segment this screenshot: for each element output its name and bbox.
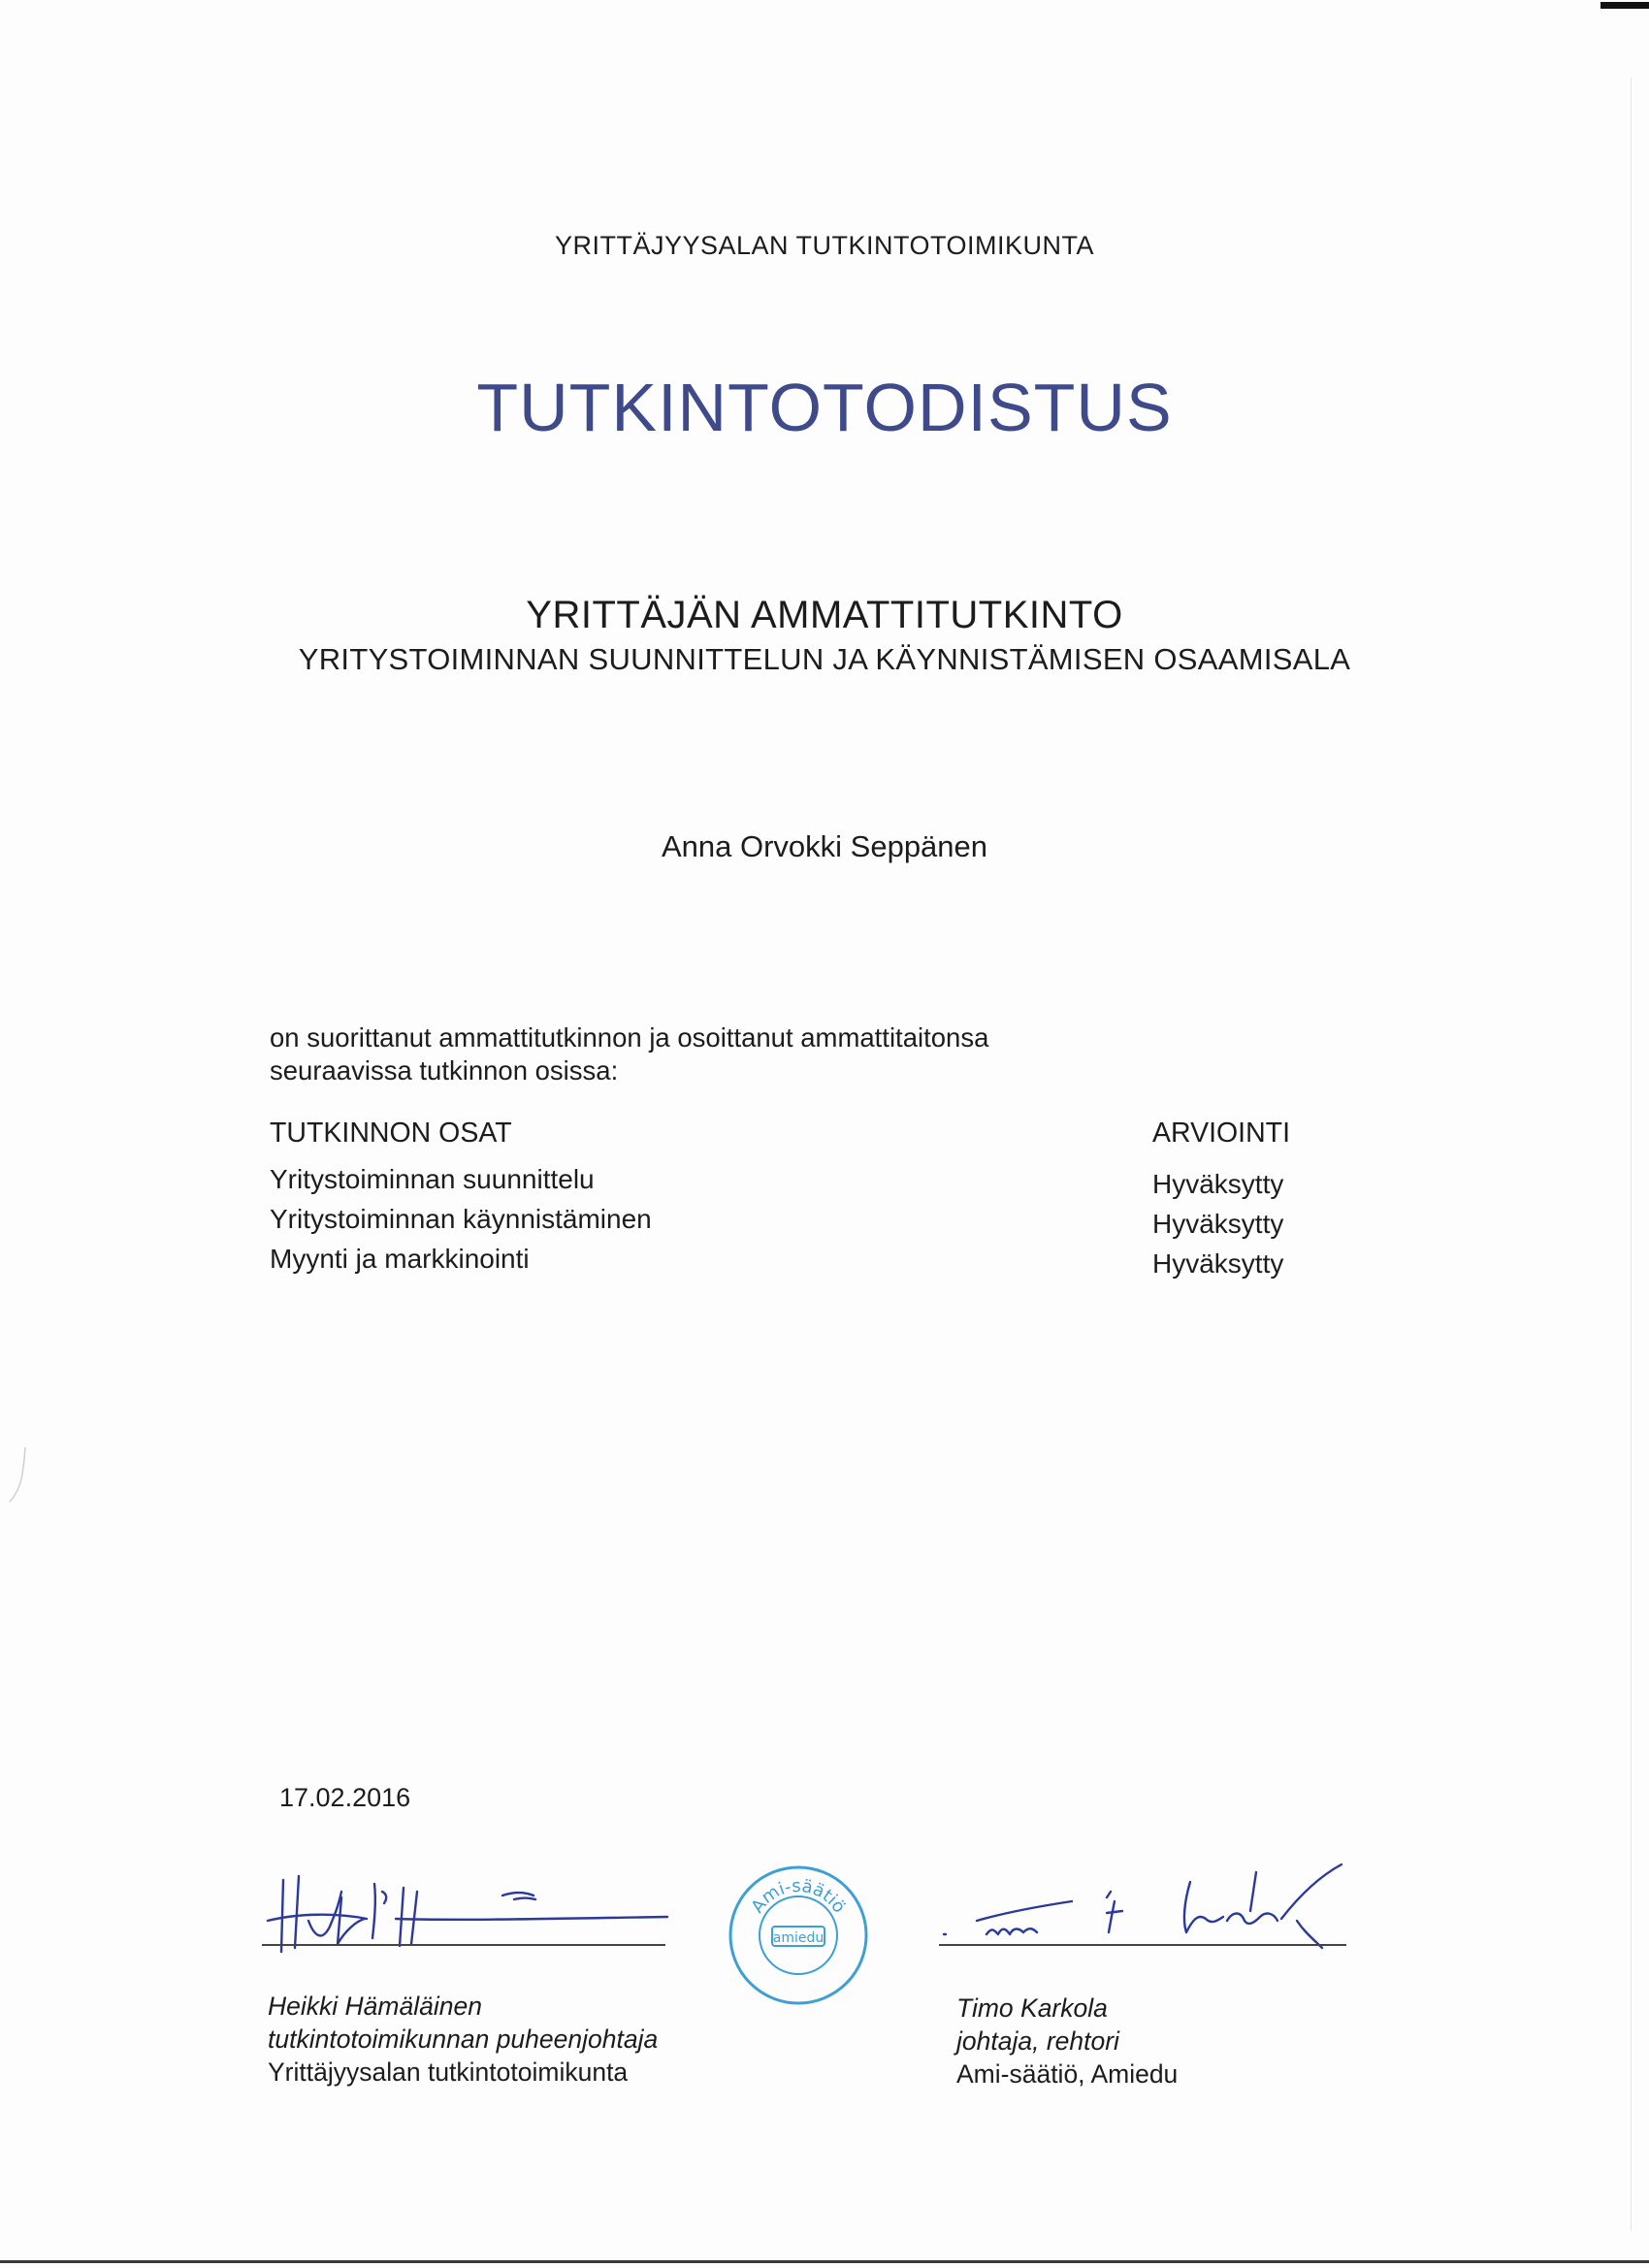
completion-statement bbox=[270, 1021, 1240, 1087]
principal-signer-block bbox=[956, 1992, 1178, 2090]
part-grade: Hyväksytty bbox=[1152, 1169, 1284, 1199]
signer-organization: Ami-säätiö, Amiedu bbox=[956, 2059, 1179, 2089]
signer-organization: Yrittäjyysalan tutkintotoimikunta bbox=[268, 2057, 629, 2087]
scan-fold-mark bbox=[8, 1445, 27, 1504]
document-title: TUTKINTOTODISTUS bbox=[476, 370, 1173, 445]
scan-edge-mark bbox=[1600, 2, 1649, 9]
signer-role: johtaja, rehtori bbox=[956, 2026, 1119, 2056]
committee-name: YRITTÄJYYSALAN TUTKINTOTOIMIKUNTA bbox=[554, 231, 1095, 260]
recipient-name: Anna Orvokki Seppänen bbox=[661, 829, 988, 863]
parts-column-header: TUTKINNON OSAT bbox=[270, 1118, 512, 1149]
principal-signature bbox=[936, 1843, 1363, 1950]
degree-name: YRITTÄJÄN AMMATTITUTKINTO bbox=[526, 594, 1123, 636]
stamp-center-text: amiedu bbox=[772, 1930, 824, 1946]
part-name: Myynti ja markkinointi bbox=[270, 1244, 530, 1274]
stamp-top-text: Ami-säätiö bbox=[747, 1875, 850, 1918]
issue-date: 17.02.2016 bbox=[279, 1783, 411, 1812]
competence-area: YRITYSTOIMINNAN SUUNNITTELUN JA KÄYNNISTÄMISEN OSAAMISALA bbox=[298, 642, 1351, 676]
signer-name: Timo Karkola bbox=[956, 1993, 1108, 2023]
statement-line-2: seuraavissa tutkinnon osissa: bbox=[270, 1055, 619, 1085]
grade-column-header: ARVIOINTI bbox=[1152, 1118, 1290, 1149]
scan-bottom-line bbox=[0, 2260, 1649, 2263]
part-name: Yritystoiminnan suunnittelu bbox=[270, 1164, 595, 1194]
signature-line bbox=[262, 1944, 665, 1946]
institution-stamp bbox=[726, 1863, 871, 2008]
svg-text:Ami-säätiö bbox=[747, 1876, 849, 1917]
signature-line bbox=[939, 1944, 1346, 1946]
part-grade: Hyväksytty bbox=[1152, 1248, 1284, 1279]
chair-signer-block bbox=[268, 1990, 658, 2089]
part-grade: Hyväksytty bbox=[1152, 1209, 1284, 1239]
signer-name: Heikki Hämäläinen bbox=[268, 1992, 482, 2021]
signer-role: tutkintotoimikunnan puheenjohtaja bbox=[268, 2025, 659, 2054]
part-name: Yritystoiminnan käynnistäminen bbox=[270, 1204, 652, 1234]
statement-line-1: on suorittanut ammattitutkinnon ja osoittanut ammattitaitonsa bbox=[270, 1022, 989, 1053]
